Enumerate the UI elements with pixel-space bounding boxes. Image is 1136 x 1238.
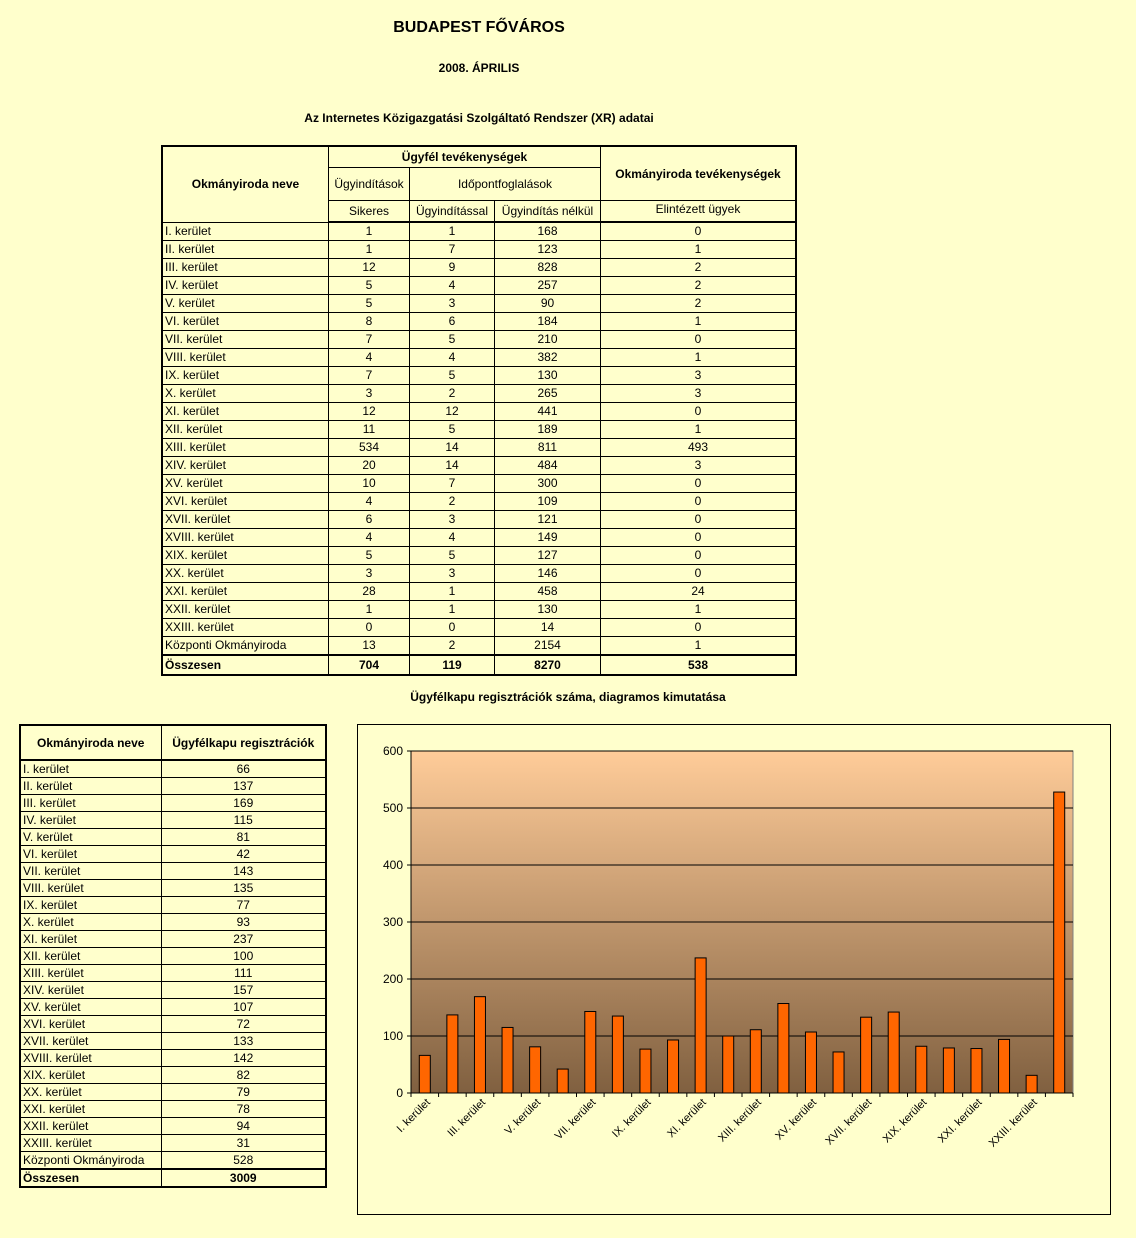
- reg-table-row: [20, 1135, 326, 1152]
- x-tick-label: XXI. kerület: [935, 1096, 985, 1146]
- row-elintezett: 0: [601, 493, 797, 511]
- row-ugyinditassal: 7: [410, 241, 495, 259]
- reg-table-row: [20, 1152, 326, 1170]
- table-row: [162, 331, 796, 349]
- x-tick-label: XVII. kerület: [823, 1096, 875, 1148]
- x-tick-label: IX. kerület: [610, 1096, 654, 1141]
- row-nelkul: 127: [495, 547, 601, 565]
- total-label: Összesen: [162, 655, 329, 675]
- reg-row-value: 528: [161, 1152, 326, 1170]
- y-tick-label: 200: [382, 972, 403, 986]
- row-sikeres: 8: [329, 313, 410, 331]
- row-sikeres: 11: [329, 421, 410, 439]
- row-nelkul: 14: [495, 619, 601, 637]
- row-ugyinditassal: 5: [410, 367, 495, 385]
- reg-row-value: 82: [161, 1067, 326, 1084]
- x-tick-label: III. kerület: [445, 1096, 489, 1140]
- row-elintezett: 0: [601, 331, 797, 349]
- x-tick-label: XXIII. kerület: [986, 1096, 1040, 1150]
- x-tick-label: V. kerület: [502, 1096, 544, 1138]
- row-elintezett: 0: [601, 475, 797, 493]
- row-ugyinditassal: 3: [410, 511, 495, 529]
- row-elintezett: 0: [601, 547, 797, 565]
- row-sikeres: 4: [329, 493, 410, 511]
- reg-table-row: [20, 863, 326, 880]
- row-sikeres: 3: [329, 385, 410, 403]
- row-name: V. kerület: [162, 295, 329, 313]
- row-sikeres: 12: [329, 403, 410, 421]
- section-subtitle: Az Internetes Közigazgatási Szolgáltató Rendszer (XR) adatai: [304, 111, 654, 125]
- reg-row-value: 111: [161, 965, 326, 982]
- reg-table-row: [20, 1033, 326, 1050]
- row-nelkul: 130: [495, 601, 601, 619]
- row-elintezett: 1: [601, 601, 797, 619]
- reg-table-row: [20, 846, 326, 863]
- table-row: [162, 367, 796, 385]
- reg-row-name: VIII. kerület: [20, 880, 161, 897]
- bar: [750, 1030, 761, 1093]
- row-nelkul: 146: [495, 565, 601, 583]
- bar: [943, 1048, 954, 1093]
- row-nelkul: 149: [495, 529, 601, 547]
- reg-row-name: II. kerület: [20, 778, 161, 795]
- col-header-elintezett: Elintézett ügyek: [601, 201, 797, 223]
- row-elintezett: 1: [601, 349, 797, 367]
- table-row: [162, 601, 796, 619]
- bar: [999, 1039, 1010, 1093]
- reg-row-name: V. kerület: [20, 829, 161, 846]
- row-elintezett: 2: [601, 277, 797, 295]
- table-row: [162, 349, 796, 367]
- reg-row-name: XX. kerület: [20, 1084, 161, 1101]
- row-elintezett: 3: [601, 385, 797, 403]
- row-elintezett: 0: [601, 529, 797, 547]
- reg-table-row: [20, 931, 326, 948]
- row-ugyinditassal: 1: [410, 222, 495, 241]
- total-sikeres: 704: [329, 655, 410, 675]
- bar: [530, 1047, 541, 1093]
- row-nelkul: 300: [495, 475, 601, 493]
- reg-row-name: XXIII. kerület: [20, 1135, 161, 1152]
- reg-row-value: 157: [161, 982, 326, 999]
- row-name: XVII. kerület: [162, 511, 329, 529]
- reg-row-name: XIV. kerület: [20, 982, 161, 999]
- col-header-okm: Okmányiroda tevékenységek: [601, 146, 797, 201]
- row-nelkul: 90: [495, 295, 601, 313]
- row-sikeres: 13: [329, 637, 410, 656]
- row-elintezett: 1: [601, 313, 797, 331]
- row-sikeres: 534: [329, 439, 410, 457]
- row-nelkul: 382: [495, 349, 601, 367]
- chart-svg: [358, 725, 1110, 1214]
- reg-col-header-name: Okmányiroda neve: [20, 725, 161, 760]
- reg-table-row: [20, 948, 326, 965]
- col-header-name: Okmányiroda neve: [162, 146, 329, 222]
- period-label: 2008. ÁPRILIS: [438, 61, 520, 75]
- row-sikeres: 7: [329, 331, 410, 349]
- reg-row-name: XV. kerület: [20, 999, 161, 1016]
- row-nelkul: 130: [495, 367, 601, 385]
- col-header-nelkul: Ügyindítás nélkül: [495, 201, 601, 223]
- row-ugyinditassal: 1: [410, 583, 495, 601]
- y-tick-label: 600: [382, 744, 403, 758]
- row-name: XXIII. kerület: [162, 619, 329, 637]
- reg-section-title: Ügyfélkapu regisztrációk száma, diagramos kimutatása: [410, 690, 726, 704]
- row-name: VIII. kerület: [162, 349, 329, 367]
- row-nelkul: 210: [495, 331, 601, 349]
- reg-row-value: 72: [161, 1016, 326, 1033]
- row-elintezett: 493: [601, 439, 797, 457]
- row-sikeres: 4: [329, 529, 410, 547]
- row-name: II. kerület: [162, 241, 329, 259]
- reg-row-name: XVI. kerület: [20, 1016, 161, 1033]
- row-name: XXI. kerület: [162, 583, 329, 601]
- bar: [778, 1004, 789, 1093]
- table-row: [162, 385, 796, 403]
- y-tick-label: 500: [382, 801, 403, 815]
- reg-table-row: [20, 1118, 326, 1135]
- row-name: VI. kerület: [162, 313, 329, 331]
- reg-row-value: 42: [161, 846, 326, 863]
- row-ugyinditassal: 5: [410, 331, 495, 349]
- reg-table-row: [20, 982, 326, 999]
- row-ugyinditassal: 2: [410, 493, 495, 511]
- row-sikeres: 6: [329, 511, 410, 529]
- reg-row-name: IX. kerület: [20, 897, 161, 914]
- registration-chart: [357, 724, 1111, 1215]
- row-elintezett: 0: [601, 403, 797, 421]
- row-nelkul: 458: [495, 583, 601, 601]
- x-tick-label: VII. kerület: [552, 1096, 599, 1143]
- row-name: XVI. kerület: [162, 493, 329, 511]
- total-ugyinditassal: 119: [410, 655, 495, 675]
- row-sikeres: 1: [329, 241, 410, 259]
- reg-total-value: 3009: [161, 1169, 326, 1187]
- page-title: BUDAPEST FŐVÁROS: [393, 19, 565, 36]
- bar: [557, 1069, 568, 1093]
- row-elintezett: 2: [601, 295, 797, 313]
- row-name: III. kerület: [162, 259, 329, 277]
- reg-row-name: XIX. kerület: [20, 1067, 161, 1084]
- table-row: [162, 403, 796, 421]
- reg-row-value: 100: [161, 948, 326, 965]
- row-elintezett: 0: [601, 511, 797, 529]
- col-header-ugyinditassal: Ügyindítással: [410, 201, 495, 223]
- reg-table-row: [20, 914, 326, 931]
- row-name: XX. kerület: [162, 565, 329, 583]
- row-elintezett: 1: [601, 637, 797, 656]
- y-tick-label: 0: [396, 1086, 403, 1100]
- row-name: XIV. kerület: [162, 457, 329, 475]
- reg-row-value: 142: [161, 1050, 326, 1067]
- row-ugyinditassal: 3: [410, 565, 495, 583]
- row-nelkul: 123: [495, 241, 601, 259]
- table-row: [162, 295, 796, 313]
- y-tick-label: 100: [382, 1029, 403, 1043]
- reg-row-name: IV. kerület: [20, 812, 161, 829]
- table-row: [162, 421, 796, 439]
- reg-row-name: XXI. kerület: [20, 1101, 161, 1118]
- x-tick-label: XI. kerület: [665, 1096, 709, 1141]
- table-row: [162, 439, 796, 457]
- registration-table: [19, 724, 327, 1188]
- x-tick-label: XIII. kerület: [716, 1096, 764, 1145]
- row-sikeres: 0: [329, 619, 410, 637]
- reg-row-value: 81: [161, 829, 326, 846]
- bar: [502, 1027, 513, 1093]
- row-sikeres: 7: [329, 367, 410, 385]
- row-name: Központi Okmányiroda: [162, 637, 329, 656]
- row-name: XII. kerület: [162, 421, 329, 439]
- reg-row-value: 135: [161, 880, 326, 897]
- row-nelkul: 2154: [495, 637, 601, 656]
- col-header-ugyinditasok: Ügyindítások: [329, 168, 410, 201]
- row-nelkul: 121: [495, 511, 601, 529]
- reg-table-row: [20, 812, 326, 829]
- reg-row-name: VI. kerület: [20, 846, 161, 863]
- col-header-idopont: Időpontfoglalások: [410, 168, 601, 201]
- row-name: IV. kerület: [162, 277, 329, 295]
- reg-table-row: [20, 1101, 326, 1118]
- reg-row-name: VII. kerület: [20, 863, 161, 880]
- row-sikeres: 4: [329, 349, 410, 367]
- reg-table-row: [20, 829, 326, 846]
- reg-row-name: XXII. kerület: [20, 1118, 161, 1135]
- table-row: [162, 475, 796, 493]
- row-sikeres: 1: [329, 222, 410, 241]
- reg-row-value: 133: [161, 1033, 326, 1050]
- bar: [695, 958, 706, 1093]
- table-row: [162, 619, 796, 637]
- bar: [1054, 792, 1065, 1093]
- reg-table-row: [20, 795, 326, 812]
- row-nelkul: 811: [495, 439, 601, 457]
- reg-table-row: [20, 1067, 326, 1084]
- reg-row-name: XII. kerület: [20, 948, 161, 965]
- row-nelkul: 265: [495, 385, 601, 403]
- col-header-ugyfel: Ügyfél tevékenységek: [329, 146, 601, 168]
- reg-table-row: [20, 760, 326, 778]
- row-ugyinditassal: 4: [410, 277, 495, 295]
- row-nelkul: 109: [495, 493, 601, 511]
- reg-row-value: 94: [161, 1118, 326, 1135]
- reg-row-name: XVII. kerület: [20, 1033, 161, 1050]
- row-sikeres: 5: [329, 295, 410, 313]
- total-elintezett: 538: [601, 655, 797, 675]
- reg-table-row: [20, 897, 326, 914]
- bar: [419, 1055, 430, 1093]
- xr-data-table: [161, 145, 797, 676]
- row-name: X. kerület: [162, 385, 329, 403]
- reg-col-header-value: Ügyfélkapu regisztrációk: [161, 725, 326, 760]
- row-sikeres: 1: [329, 601, 410, 619]
- bar: [916, 1046, 927, 1093]
- x-tick-label: XIX. kerület: [880, 1096, 930, 1146]
- row-nelkul: 257: [495, 277, 601, 295]
- row-nelkul: 184: [495, 313, 601, 331]
- row-ugyinditassal: 2: [410, 385, 495, 403]
- reg-row-name: XI. kerület: [20, 931, 161, 948]
- col-header-sikeres: Sikeres: [329, 201, 410, 223]
- bar: [585, 1011, 596, 1093]
- bar: [474, 997, 485, 1093]
- table-row: [162, 241, 796, 259]
- row-elintezett: 3: [601, 367, 797, 385]
- reg-row-value: 79: [161, 1084, 326, 1101]
- reg-table-row: [20, 1016, 326, 1033]
- row-sikeres: 5: [329, 277, 410, 295]
- bar: [861, 1017, 872, 1093]
- reg-row-value: 77: [161, 897, 326, 914]
- row-name: XVIII. kerület: [162, 529, 329, 547]
- table-row: [162, 547, 796, 565]
- row-ugyinditassal: 5: [410, 547, 495, 565]
- row-elintezett: 2: [601, 259, 797, 277]
- row-elintezett: 0: [601, 619, 797, 637]
- reg-row-value: 137: [161, 778, 326, 795]
- row-name: XIII. kerület: [162, 439, 329, 457]
- reg-row-value: 169: [161, 795, 326, 812]
- reg-row-name: I. kerület: [20, 760, 161, 778]
- table-row: [162, 511, 796, 529]
- table-row: [162, 565, 796, 583]
- table-row: [162, 637, 796, 656]
- reg-row-value: 143: [161, 863, 326, 880]
- x-tick-label: I. kerület: [394, 1096, 433, 1135]
- row-ugyinditassal: 12: [410, 403, 495, 421]
- total-nelkul: 8270: [495, 655, 601, 675]
- reg-table-row: [20, 778, 326, 795]
- reg-row-value: 66: [161, 760, 326, 778]
- table-row: [162, 313, 796, 331]
- row-name: IX. kerület: [162, 367, 329, 385]
- row-nelkul: 168: [495, 222, 601, 241]
- row-ugyinditassal: 3: [410, 295, 495, 313]
- row-elintezett: 0: [601, 222, 797, 241]
- row-nelkul: 828: [495, 259, 601, 277]
- bar: [612, 1016, 623, 1093]
- row-ugyinditassal: 4: [410, 349, 495, 367]
- reg-row-value: 107: [161, 999, 326, 1016]
- row-name: VII. kerület: [162, 331, 329, 349]
- reg-row-value: 78: [161, 1101, 326, 1118]
- reg-row-value: 237: [161, 931, 326, 948]
- bar: [833, 1052, 844, 1093]
- row-ugyinditassal: 6: [410, 313, 495, 331]
- x-tick-label: XV. kerület: [773, 1096, 820, 1143]
- reg-total-row: [20, 1169, 326, 1187]
- row-name: XIX. kerület: [162, 547, 329, 565]
- row-ugyinditassal: 4: [410, 529, 495, 547]
- reg-table-row: [20, 999, 326, 1016]
- row-name: XV. kerület: [162, 475, 329, 493]
- reg-total-label: Összesen: [20, 1169, 161, 1187]
- row-sikeres: 20: [329, 457, 410, 475]
- row-name: XXII. kerület: [162, 601, 329, 619]
- row-sikeres: 3: [329, 565, 410, 583]
- row-elintezett: 1: [601, 241, 797, 259]
- reg-row-name: XVIII. kerület: [20, 1050, 161, 1067]
- table-total-row: [162, 655, 796, 675]
- row-sikeres: 28: [329, 583, 410, 601]
- y-tick-label: 400: [382, 858, 403, 872]
- row-ugyinditassal: 7: [410, 475, 495, 493]
- table-row: [162, 222, 796, 241]
- row-sikeres: 5: [329, 547, 410, 565]
- table-row: [162, 457, 796, 475]
- bar: [723, 1036, 734, 1093]
- row-ugyinditassal: 14: [410, 439, 495, 457]
- row-ugyinditassal: 0: [410, 619, 495, 637]
- row-elintezett: 24: [601, 583, 797, 601]
- bar: [805, 1032, 816, 1093]
- row-nelkul: 484: [495, 457, 601, 475]
- reg-row-name: X. kerület: [20, 914, 161, 931]
- reg-row-value: 115: [161, 812, 326, 829]
- reg-row-name: III. kerület: [20, 795, 161, 812]
- bar: [1026, 1075, 1037, 1093]
- row-ugyinditassal: 2: [410, 637, 495, 656]
- bar: [447, 1015, 458, 1093]
- row-sikeres: 10: [329, 475, 410, 493]
- reg-row-name: Központi Okmányiroda: [20, 1152, 161, 1170]
- y-tick-label: 300: [382, 915, 403, 929]
- row-ugyinditassal: 9: [410, 259, 495, 277]
- reg-row-value: 31: [161, 1135, 326, 1152]
- table-row: [162, 583, 796, 601]
- bar: [668, 1040, 679, 1093]
- table-row: [162, 277, 796, 295]
- row-elintezett: 0: [601, 565, 797, 583]
- row-elintezett: 1: [601, 421, 797, 439]
- reg-row-name: XIII. kerület: [20, 965, 161, 982]
- row-ugyinditassal: 14: [410, 457, 495, 475]
- bar: [640, 1049, 651, 1093]
- bar: [971, 1049, 982, 1093]
- reg-table-row: [20, 1050, 326, 1067]
- row-elintezett: 3: [601, 457, 797, 475]
- table-row: [162, 529, 796, 547]
- row-sikeres: 12: [329, 259, 410, 277]
- bar: [888, 1012, 899, 1093]
- table-row: [162, 259, 796, 277]
- reg-table-row: [20, 880, 326, 897]
- row-nelkul: 189: [495, 421, 601, 439]
- reg-row-value: 93: [161, 914, 326, 931]
- row-name: I. kerület: [162, 222, 329, 241]
- row-nelkul: 441: [495, 403, 601, 421]
- row-ugyinditassal: 5: [410, 421, 495, 439]
- row-name: XI. kerület: [162, 403, 329, 421]
- reg-table-row: [20, 965, 326, 982]
- table-row: [162, 493, 796, 511]
- reg-table-row: [20, 1084, 326, 1101]
- row-ugyinditassal: 1: [410, 601, 495, 619]
